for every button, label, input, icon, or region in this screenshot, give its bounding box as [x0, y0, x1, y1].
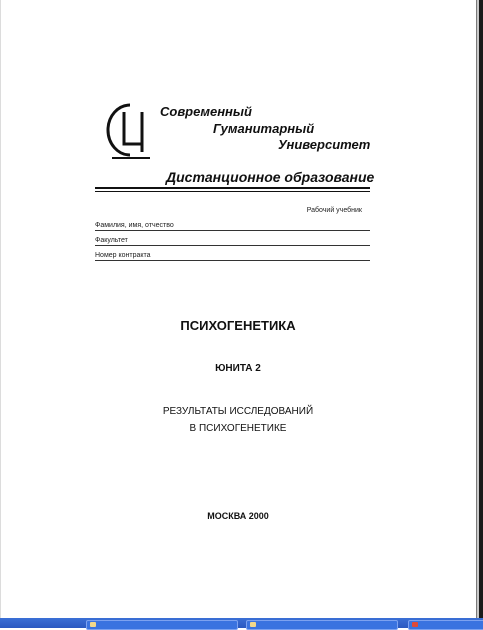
document-title: ПСИХОГЕНЕТИКА: [180, 318, 296, 333]
name-field-line: [95, 230, 370, 231]
taskbar-button-1[interactable]: [86, 620, 238, 630]
org-name-line2: Гуманитарный: [213, 121, 315, 136]
folder-icon: [90, 622, 96, 627]
faculty-field: [95, 237, 370, 247]
name-field: [95, 222, 370, 232]
distance-education-title: Дистанционное образование: [166, 169, 375, 185]
name-field-label: Фамилия, имя, отчество: [95, 222, 174, 229]
city-year: МОСКВА 2000: [207, 511, 269, 521]
subtitle-line1: РЕЗУЛЬТАТЫ ИССЛЕДОВАНИЙ: [162, 406, 314, 417]
taskbar-button-3[interactable]: [408, 620, 483, 630]
faculty-field-line: [95, 245, 370, 246]
university-logo: [100, 102, 158, 162]
header-rule-thick: [95, 187, 370, 189]
faculty-field-label: Факультет: [95, 237, 128, 244]
header-rule-thin: [95, 191, 370, 192]
org-name-line1: Современный: [160, 104, 252, 119]
taskbar: [0, 618, 483, 628]
document-icon: [412, 622, 418, 627]
unit-label: ЮНИТА 2: [215, 363, 261, 374]
org-name-line3: Университет: [278, 137, 371, 152]
contract-field-label: Номер контракта: [95, 252, 151, 259]
page-left-edge: [0, 0, 1, 618]
folder-icon: [250, 622, 256, 627]
contract-field-line: [95, 260, 370, 261]
window-right-frame: [476, 0, 483, 618]
taskbar-button-2[interactable]: [246, 620, 398, 630]
workbook-label: Рабочий учебник: [306, 207, 362, 214]
subtitle-line2: В ПСИХОГЕНЕТИКЕ: [189, 423, 287, 434]
contract-field: [95, 252, 370, 262]
